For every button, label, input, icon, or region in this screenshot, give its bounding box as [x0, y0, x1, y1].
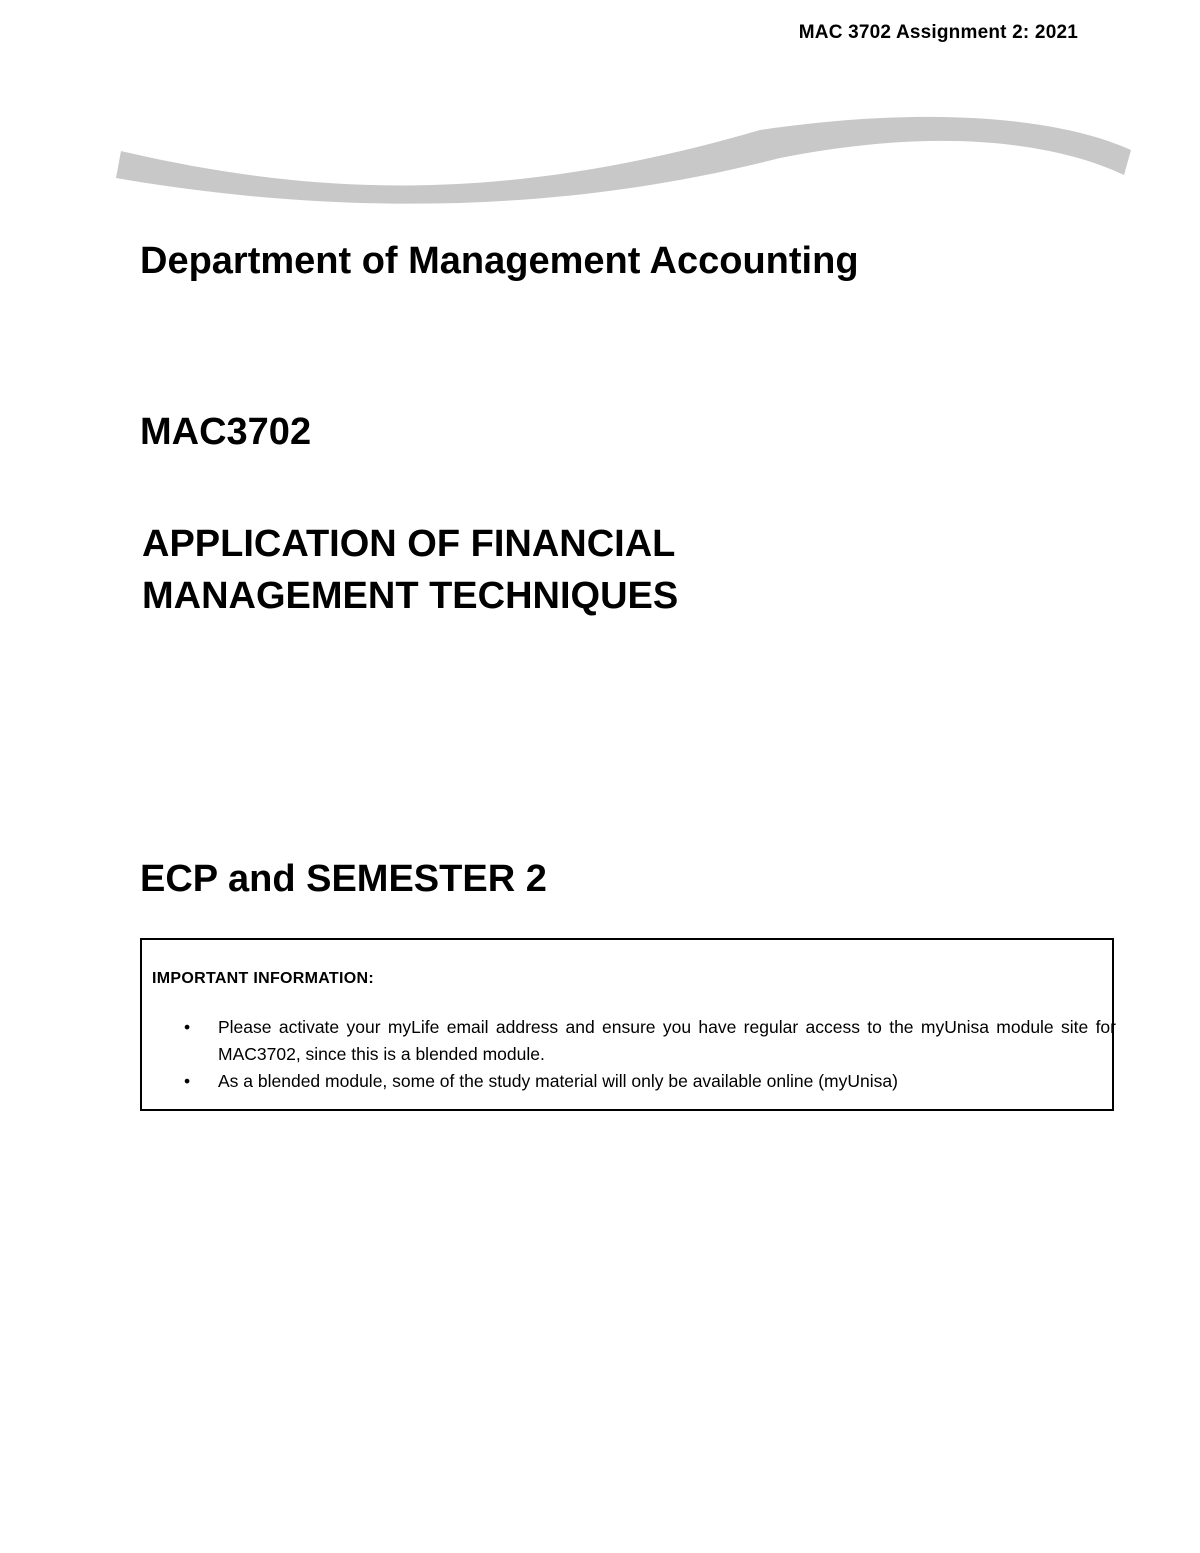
important-information-list	[142, 1014, 1116, 1095]
list-item-text: Please activate your myLife email address and ensure you have regular access to the myUnisa module site for MAC3702, since this is a blended module.	[218, 1017, 1116, 1064]
list-item-text: As a blended module, some of the study material will only be available online (myUnisa)	[218, 1071, 898, 1091]
module-name	[142, 518, 678, 622]
module-code: MAC3702	[140, 411, 312, 453]
list-item	[184, 1068, 1116, 1095]
department-title: Department of Management Accounting	[140, 240, 859, 282]
document-header-reference: MAC 3702 Assignment 2: 2021	[798, 22, 1078, 43]
swoosh-band	[116, 117, 1131, 204]
bullet-icon: •	[184, 1071, 191, 1091]
list-item	[184, 1014, 1116, 1068]
decorative-swoosh-banner	[0, 0, 1200, 230]
semester-label: ECP and SEMESTER 2	[140, 858, 547, 900]
important-information-heading: IMPORTANT INFORMATION:	[152, 970, 374, 987]
module-name-line-2: MANAGEMENT TECHNIQUES	[142, 575, 679, 617]
important-information-box	[140, 938, 1114, 1111]
module-name-line-1: APPLICATION OF FINANCIAL	[142, 523, 676, 565]
bullet-icon: •	[184, 1017, 191, 1037]
